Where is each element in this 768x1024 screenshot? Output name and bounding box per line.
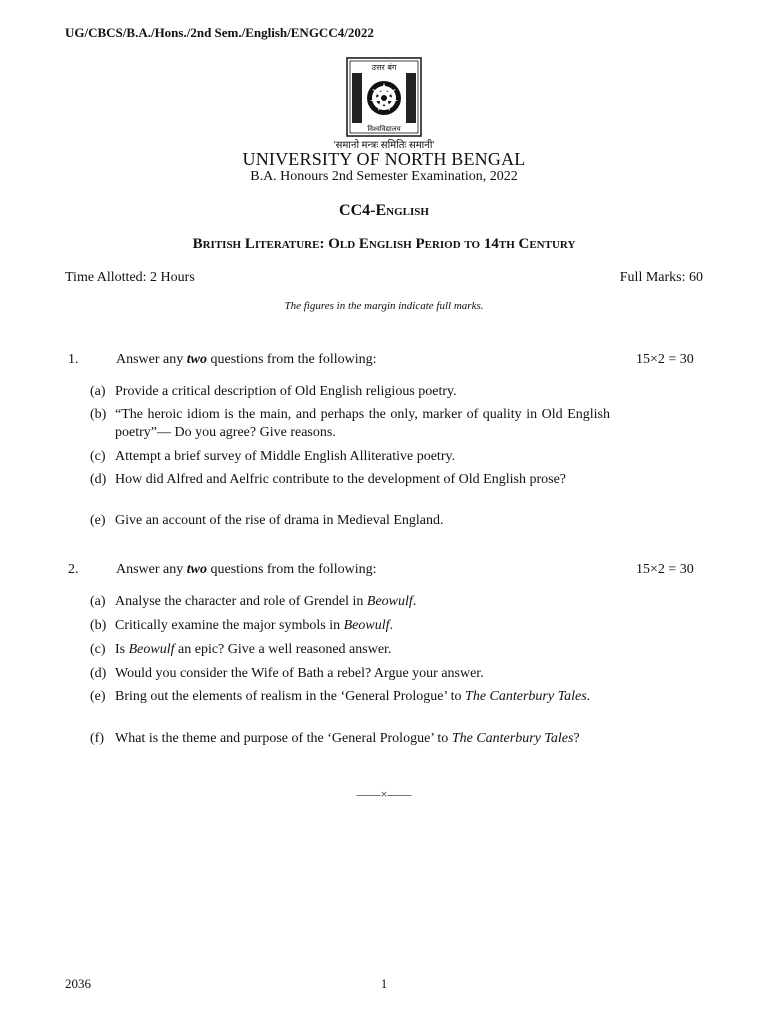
question-part: (c) Attempt a brief survey of Middle English Alliterative poetry. [90, 449, 456, 464]
question-instruction: Answer any two questions from the following: [116, 562, 377, 577]
question-number: 1. [68, 352, 79, 367]
question-marks: 15×2 = 30 [636, 562, 694, 577]
question-part: (d) How did Alfred and Aelfric contribute to the development of Old English prose? [90, 472, 567, 487]
question-part: (e) Give an account of the rise of drama in Medieval England. [90, 513, 444, 528]
university-name: UNIVERSITY OF NORTH BENGAL [242, 149, 526, 169]
question-part: (a) Provide a critical description of Old English religious poetry. [90, 384, 457, 399]
course-title: CC4-English [339, 202, 429, 219]
question-part: (f) What is the theme and purpose of the ‘General Prologue’ to The Canterbury Tales? [90, 731, 580, 746]
question-part: (d) Would you consider the Wife of Bath a rebel? Argue your answer. [90, 666, 484, 681]
paper-code: UG/CBCS/B.A./Hons./2nd Sem./English/ENGCC4/2022 [65, 25, 374, 40]
full-marks: Full Marks: 60 [619, 270, 703, 285]
question-part: (b) “The heroic idiom is the main, and perhaps the only, marker of quality in Old English poetry”— Do you agree? Give reasons. [90, 407, 610, 440]
question-part: (b) Critically examine the major symbols in Beowulf. [90, 618, 394, 633]
question-part: (c) Is Beowulf an epic? Give a well reasoned answer. [90, 642, 392, 657]
university-logo [346, 57, 422, 137]
end-mark: ——×—— [356, 787, 412, 801]
time-allotted: Time Allotted: 2 Hours [65, 270, 195, 285]
question-number: 2. [68, 562, 79, 577]
paper-title: British Literature: Old English Period to 14th Century [192, 236, 576, 252]
question-part: (a) Analyse the character and role of Grendel in Beowulf. [90, 594, 417, 609]
logo-top-text: उत्तर बंग [371, 63, 397, 72]
marks-note: The figures in the margin indicate full marks. [284, 300, 484, 312]
footer-code: 2036 [65, 976, 91, 991]
page-number: 1 [380, 976, 388, 991]
exam-title: B.A. Honours 2nd Semester Examination, 2022 [250, 169, 518, 184]
logo-bottom-text: विश्वविद्यालय [367, 125, 401, 133]
question-part: (e) Bring out the elements of realism in the ‘General Prologue’ to The Canterbury Tales. [90, 689, 591, 704]
question-marks: 15×2 = 30 [636, 352, 694, 367]
question-instruction: Answer any two questions from the following: [116, 352, 377, 367]
university-motto: 'समानो मन्त्रः समितिः समानी' [333, 140, 435, 151]
